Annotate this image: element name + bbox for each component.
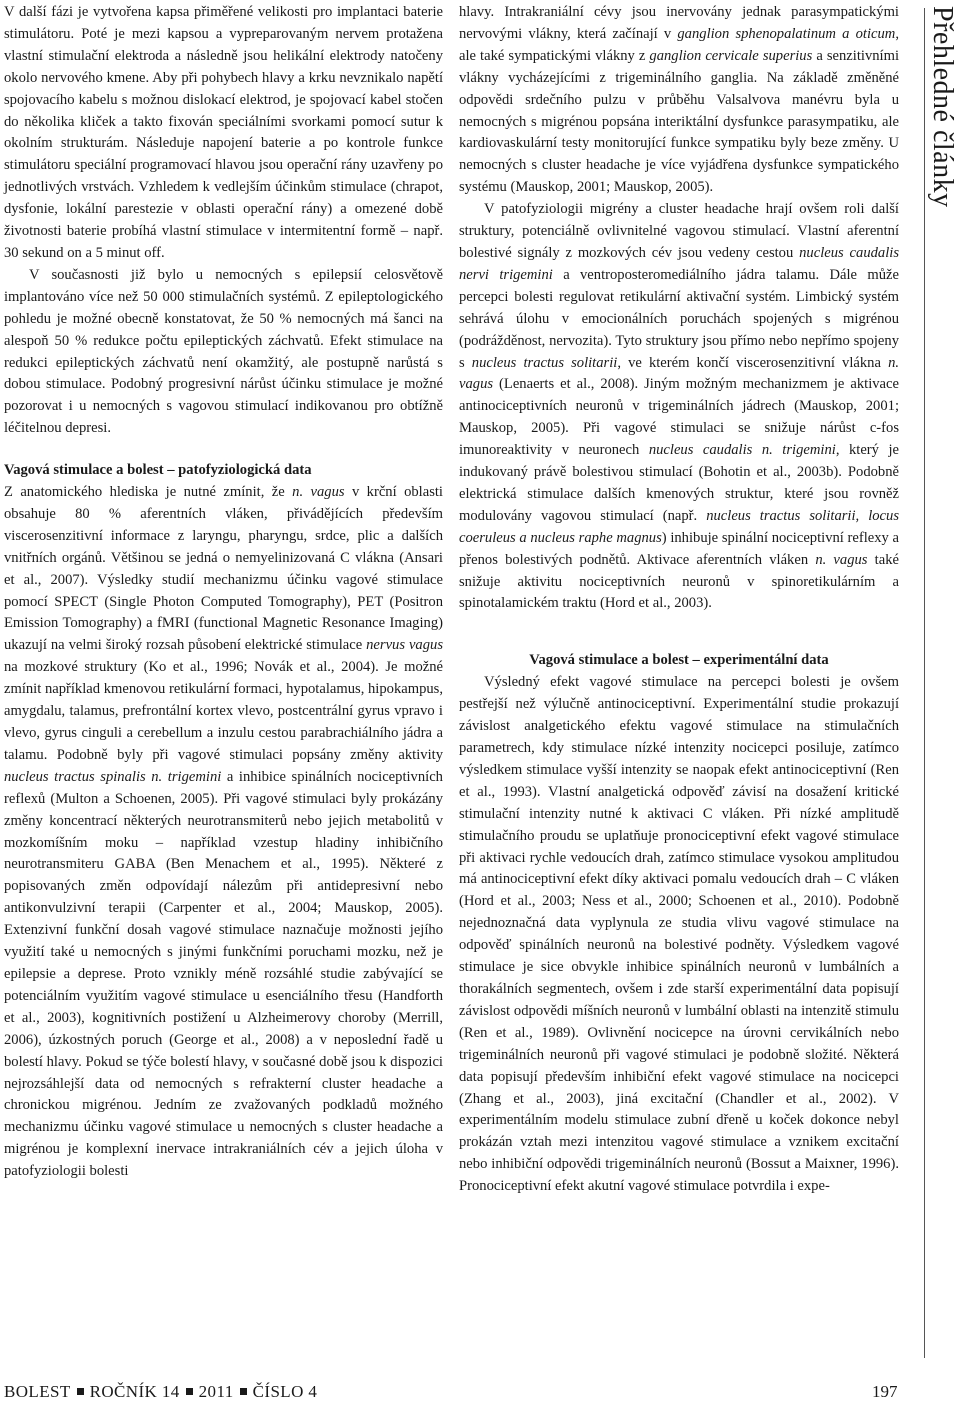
left-paragraph-2: V současnosti již bylo u nemocných s epilepsií celosvětově implantováno více než 50 000 stimulačních systémů. Z epileptologického pohledu je možné obecně konstatovat, že 50 % nemocných má šanci na alespoň 50 % redukce počtu epileptických záchvatů. Efekt stimulace na redukci epileptických záchvatů není okamžitý, ale postupně narůstá s dobou stimulace. Podobný progresivní nárůst účinku stimulace je možné pozorovat i u nemocných s vagovou stimulací indikovanou pro obtížně léčitelnou depresi. [4, 266, 443, 437]
footer-journal: BOLEST [4, 1382, 71, 1401]
right-paragraph-3: Výsledný efekt vagové stimulace na percepci bolesti je ovšem pestřejší než výlučně antinociceptivní. Experimentální studie prokazují závislost analgetického efektu vagové stimulace na stimulačních parametrech, kdy stimulace nízké intenzity nocicepci posiluje, zatímco výsledkem stimulace vyšší intenzity se naopak efekt antinociceptivní (Ren et al., 1993). Vlastní analgetická odpověď závisí na dosažení kritické stimulační intenzity nutné k aktivaci C vláken. Při nízké amplitudě stimulačního proudu se uplatňuje pronociceptivní efekt vagové stimulace při aktivaci rychle vedoucích drah, zatímco stimulace vysokou amplitudou má antinociceptivní efekt díky aktivaci pomalu vedoucích drah – C vláken (Hord et al., 2003; Ness et al., 2000; Schoenen et al., 2010). Podobně nejednoznačná data vyplynula ze studia vlivu vagové stimulace na odpověď spinálních neuronů na bolestivé podněty. Výsledkem vagové stimulace je sice obvykle inhibice spinálních neuronů v lumbálních a thorakálních segmentech, ovšem i zde starší experimentální data popisují závislost odpovědi míšních neuronů v lumbální oblasti na intenzitě stimulu (Ren et al., 1989). Ovlivnění nocicepce na úrovni cervikálních nebo trigeminálních neuronů při vagové stimulaci je podobně složité. Některá data popisují především inhibiční efekt vagové stimulace na nocicepci (Zhang et al., 2003), jiná excitační (Chandler et al., 2002). V experimentálním modelu stimulace zubní dřeně u koček dokonce nebyl prokázán vztah mezi intenzitou vagové stimulace a vznikem excitační nebo inhibiční odpovědi trigeminálních neuronů (Bossut a Maixner, 1996). Pronociceptivní efekt akutní vagové stimulace potvrdila i expe- [459, 674, 899, 1195]
italic-term: nucleus tractus solitarii, locus coeruleus a nucleus raphe magnus [459, 507, 899, 546]
side-divider-line [924, 8, 925, 1358]
italic-term: nucleus tractus solitarii [471, 354, 618, 371]
footer-volume: ROČNÍK 14 [89, 1382, 180, 1401]
right-paragraph-1: hlavy. Intrakraniální cévy jsou inervovány jednak parasympatickými nervovými vlákny, která začínají v ganglion sphenopalatinum a oticum, ale také sympatickými vlákny z ganglion cervicale superius a senzitivními vlákny vycházejícími z trigeminálního ganglia. Na základě změněné odpovědi srdečního pulzu v průběhu Valsalvova manévru byla u nemocných s migrénou popsána interiktální dysfunkce parasympatiku, ale kardiovaskulární testy monitorující funkce sympatiku byly beze změny. U nemocných s cluster headache je více vyjádřena dysfunkce sympatického systému (Mauskop, 2001; Mauskop, 2005). [459, 4, 899, 196]
left-column [4, 2, 443, 1183]
italic-term: nervus vagus [366, 637, 443, 654]
italic-term: nucleus tractus spinalis n. trigemini [4, 768, 222, 785]
italic-term: n. vagus [815, 551, 868, 568]
italic-term: nucleus caudalis nervi trigemini [459, 244, 899, 283]
italic-term: n. vagus [459, 354, 900, 393]
footer-issue: ČÍSLO 4 [252, 1382, 318, 1401]
footer-year: 2011 [198, 1382, 234, 1401]
section-heading-experimentalni: Vagová stimulace a bolest – experimentální data [529, 652, 829, 669]
square-bullet-icon [240, 1388, 247, 1395]
italic-term: ganglion cervicale superius [649, 47, 813, 64]
left-paragraph-1: V další fázi je vytvořena kapsa přiměřené velikosti pro implantaci baterie stimulátoru. Poté je mezi kapsou a vypreparovaným nervem protažena vlastní stimulační elektroda a následně jsou helikální elektrody natočeny okolo nervového kmene. Aby při pohybech hlavy a krku nevznikalo napětí spojovacího kabelu s možnou dislokací elektrod, je spojovací kabel stočen do několika kliček a takto fixován speciálními svorkami pomocí sutur k okolním strukturám. Následuje napojení baterie a po kontrole funkce stimulátoru speciální programovací hlavou jsou operační rány uzavřeny po jednotlivých vrstvách. Vzhledem k vedlejším účinkům stimulace (chrapot, dysfonie, lokální parestezie v oblasti operační rány) a omezené době životnosti baterie probíhá vlastní stimulace v intermitentní formě – např. 30 sekund on a 5 minut off. [4, 4, 443, 261]
square-bullet-icon [77, 1388, 84, 1395]
italic-term: n. vagus [292, 484, 345, 501]
italic-term: nucleus caudalis n. trigemini [648, 442, 836, 459]
italic-term: ganglion sphenopalatinum a oticum [677, 25, 896, 42]
right-paragraph-2: V patofyziologii migrény a cluster headache hrají ovšem roli další struktury, potenciálně ovlivnitelné vagovou stimulací. Vlastní aferentní bolestivé signály z mozkových cév jsou vedeny cestou nucleus caudalis nervi trigemini a ventroposteromediálního jádra talamu. Dále může percepci bolesti regulovat retikulární aktivační systém. Limbický systém sehrává úlohu v emocionálních poruchách spojených s migrénou (podrážděnost, nervozita). Tyto struktury jsou přímo nebo nepřímo spojeny s nucleus tractus solitarii, ve kterém končí viscerosenzitivní vlákna n. vagus (Lenaerts et al., 2008). Jiným možným mechanizmem je aktivace antinociceptivních neuronů v trigeminálních jádrech (Mauskop, 2001; Mauskop, 2005). Při vagové stimulaci se snižuje nárůst c-fos imunoreaktivity v neuronech nucleus caudalis n. trigemini, který je indukovaný právě bolestivou stimulací (Bohotin et al., 2003b). Podobně elektrická stimulace dalších kmenových struktur, které jsou rovněž modulovány vagovou stimulací (např. nucleus tractus solitarii, locus coeruleus a nucleus raphe magnus) inhibuje spinální nociceptivní reflexy a přenos bolestivých podnětů. Aktivace aferentních vláken n. vagus také snižuje aktivitu nociceptivních neuronů v spinoretikulárním a spinotalamickém traktu (Hord et al., 2003). [459, 201, 900, 612]
square-bullet-icon [186, 1388, 193, 1395]
left-paragraph-3: Z anatomického hlediska je nutné zmínit, že n. vagus v krční oblasti obsahuje 80 % aferentních vláken, přivádějících především viscerosenzitivní informace z laryngu, pharyngu, srdce, plic a dalších vnitřních orgánů. Většinou se jedná o nemyelinizovaná C vlákna (Ansari et al., 2007). Výsledky studií mechanizmu účinku vagové stimulace pomocí SPECT (Single Photon Computed Tomography), PET (Positron Emission Tomography) a fMRI (functional Magnetic Resonance Imaging) ukazují na velmi široký rozsah působení elektrické stimulace nervus vagus na mozkové struktury (Ko et al., 1996; Novák et al., 2004). Je možné zmínit například kmenovou retikulární formaci, hypotalamus, hipokampus, amygdalu, talamus, prefrontální kortex vlevo, postcentrální gyrus vpravo i vlevo, gyrus cinguli a cerebellum a inzulu cestou parabrachiálního jádra a talamu. Podobně byly při vagové stimulaci popsány změny aktivity nucleus tractus spinalis n. trigemini a inhibice spinálních nociceptivních reflexů (Multon a Schoenen, 2005). Při vagové stimulaci byly prokázány změny koncentrací některých neurotransmiterů nebo jejich metabolitů v mozkomíšním moku – například vzestup hladiny inhibičního neurotransmiteru GABA (Ben Menachem et al., 1995). Některé z popisovaných změn odpovídají nálezům při antidepresivní nebo antikonvulzivní terapii (Carpenter et al., 2004; Mauskop, 2005). Extenzivní funkční dosah vagové stimulace naznačuje možnosti jejího využití také u nemocných s jinými funkčními poruchami mozku, než je epilepsie a deprese. Proto vznikly méně rozsáhlé studie zabývající se potenciálním využitím vagové stimulace u esenciálního třesu (Handforth et al., 2003), kognitivních postižení u Alzheimerovy choroby (Merrill, 2006), úzkostných poruch (George et al., 2008) a v neposlední řadě u bolestí hlavy. Pokud se týče bolestí hlavy, v současné době jsou k dispozici nejrozsáhlejší data od nemocných s refrakterní cluster headache a chronickou migrénou. Jedním ze zvažovaných podkladů možného mechanizmu účinku vagové stimulace u nemocných s cluster headache a migrénou je komplexní inervace intrakraniálních cév a jejich úloha v patofyziologii bolesti [4, 484, 443, 1180]
page-number: 197 [872, 1382, 898, 1401]
right-column [459, 2, 899, 1198]
section-side-label: Přehledné články [927, 6, 958, 208]
journal-footer [4, 1382, 317, 1402]
section-heading-patofyziologie: Vagová stimulace a bolest – patofyziologická data [4, 462, 312, 479]
